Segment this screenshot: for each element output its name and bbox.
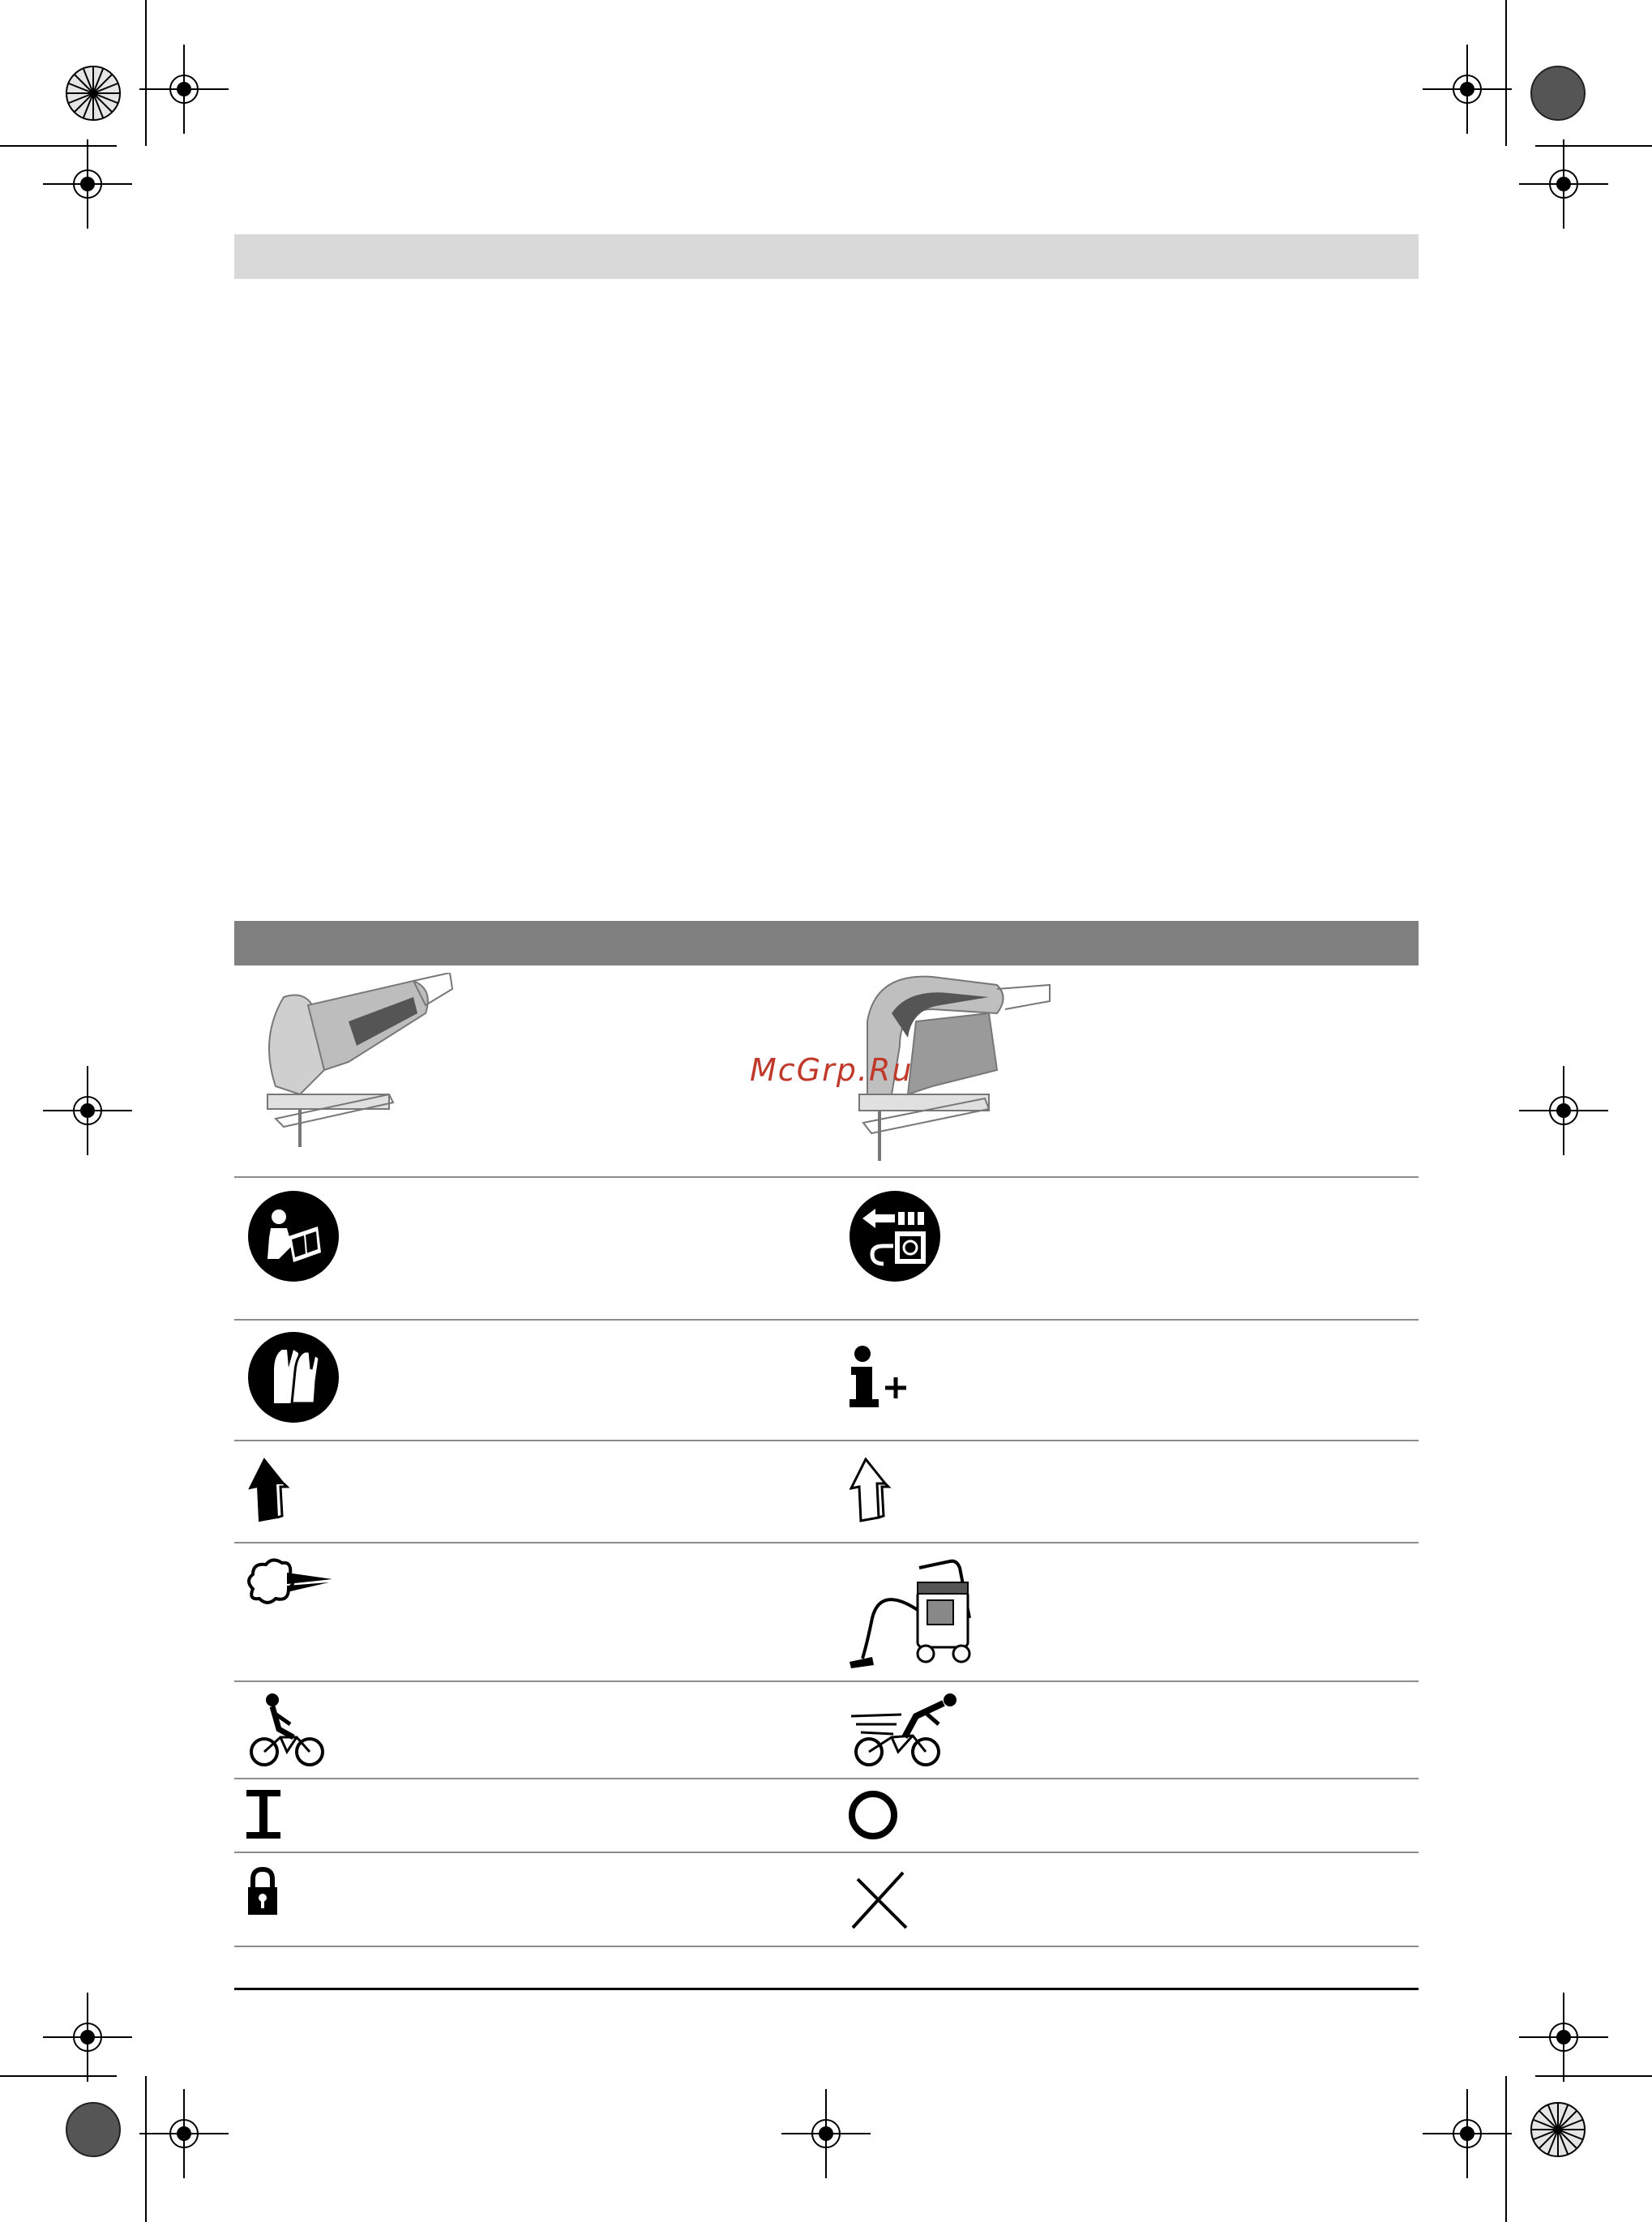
read-manual-icon bbox=[246, 1189, 340, 1283]
info-plus-icon bbox=[848, 1346, 913, 1411]
jigsaw-compact-illustration bbox=[251, 973, 454, 1159]
table-bottom-rule bbox=[234, 1988, 1419, 1990]
vacuum-cleaner-icon bbox=[848, 1553, 986, 1668]
header-band bbox=[234, 234, 1419, 279]
symbols-table-header-band bbox=[234, 921, 1419, 965]
slow-cyclist-icon bbox=[248, 1692, 326, 1768]
row-divider bbox=[234, 1440, 1419, 1441]
row-divider bbox=[234, 1946, 1419, 1947]
row-divider bbox=[234, 1778, 1419, 1779]
arrow-filled-icon bbox=[248, 1458, 297, 1522]
fast-cyclist-icon bbox=[848, 1692, 958, 1768]
lock-icon bbox=[246, 1866, 279, 1916]
switch-on-icon bbox=[246, 1790, 282, 1839]
arrow-outline-icon bbox=[850, 1458, 898, 1522]
switch-off-icon bbox=[848, 1790, 898, 1840]
row-divider bbox=[234, 1542, 1419, 1543]
row-divider bbox=[234, 1680, 1419, 1682]
row-divider bbox=[234, 1319, 1419, 1321]
forbidden-cross-icon bbox=[850, 1869, 909, 1931]
watermark: McGrp.Ru bbox=[750, 1052, 914, 1088]
row-divider bbox=[234, 1852, 1419, 1853]
dust-blower-icon bbox=[245, 1556, 336, 1613]
row-divider bbox=[234, 1176, 1419, 1178]
unplug-icon bbox=[848, 1189, 942, 1283]
gloves-icon bbox=[246, 1330, 340, 1424]
